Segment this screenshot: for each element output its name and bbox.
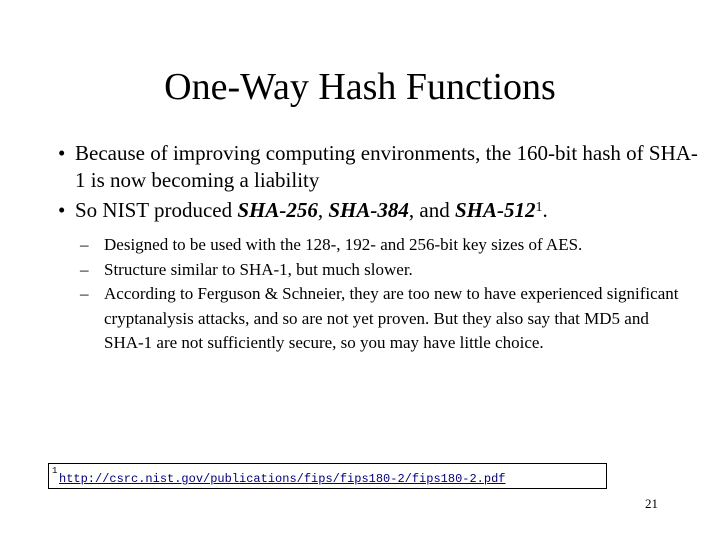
bullet-item-nist-sha2 bbox=[58, 197, 698, 224]
term-sha-512: SHA-512 bbox=[454, 198, 536, 222]
separator: , bbox=[317, 198, 329, 222]
subbullet-text: According to Ferguson & Schneier, they are too new to have experienced significant cryptanalysis attacks, and so are not yet proven. But they also say that MD5 and SHA-1 are not sufficiently secure, so you may have little choice. bbox=[104, 284, 679, 352]
bullet-list bbox=[58, 140, 698, 227]
bullet-item-sha1-liability bbox=[58, 140, 698, 194]
slide-title: One-Way Hash Functions bbox=[164, 66, 556, 108]
bullet-text-suffix: . bbox=[542, 198, 548, 222]
footnote bbox=[48, 463, 607, 489]
separator: , and bbox=[408, 198, 455, 222]
page-number: 21 bbox=[645, 496, 658, 511]
subbullet-item-ferguson-schneier bbox=[80, 282, 690, 356]
bullet-text: Because of improving computing environments, the 160-bit hash of SHA-1 is now becoming a liability bbox=[75, 141, 698, 192]
bullet-marker: • bbox=[58, 198, 66, 222]
footnote-link[interactable]: http://csrc.nist.gov/publications/fips/fips180-2/fips180-2.pdf bbox=[59, 472, 506, 486]
bullet-text-prefix: So NIST produced bbox=[75, 198, 238, 222]
subbullet-list bbox=[80, 233, 690, 356]
subbullet-text: Structure similar to SHA-1, but much slower. bbox=[104, 259, 413, 279]
footnote-number: 1 bbox=[52, 466, 58, 476]
subbullet-item-aes-key-sizes bbox=[80, 233, 690, 258]
bullet-marker: • bbox=[58, 141, 66, 165]
footnote-reference: 1 bbox=[535, 200, 543, 215]
subbullet-item-structure bbox=[80, 258, 690, 283]
subbullet-marker: – bbox=[80, 235, 89, 254]
subbullet-marker: – bbox=[80, 259, 89, 279]
subbullet-marker: – bbox=[80, 284, 89, 303]
term-sha-384: SHA-384 bbox=[328, 198, 409, 222]
term-sha-256: SHA-256 bbox=[237, 198, 318, 222]
subbullet-text: Designed to be used with the 128-, 192- and 256-bit key sizes of AES. bbox=[104, 235, 583, 254]
